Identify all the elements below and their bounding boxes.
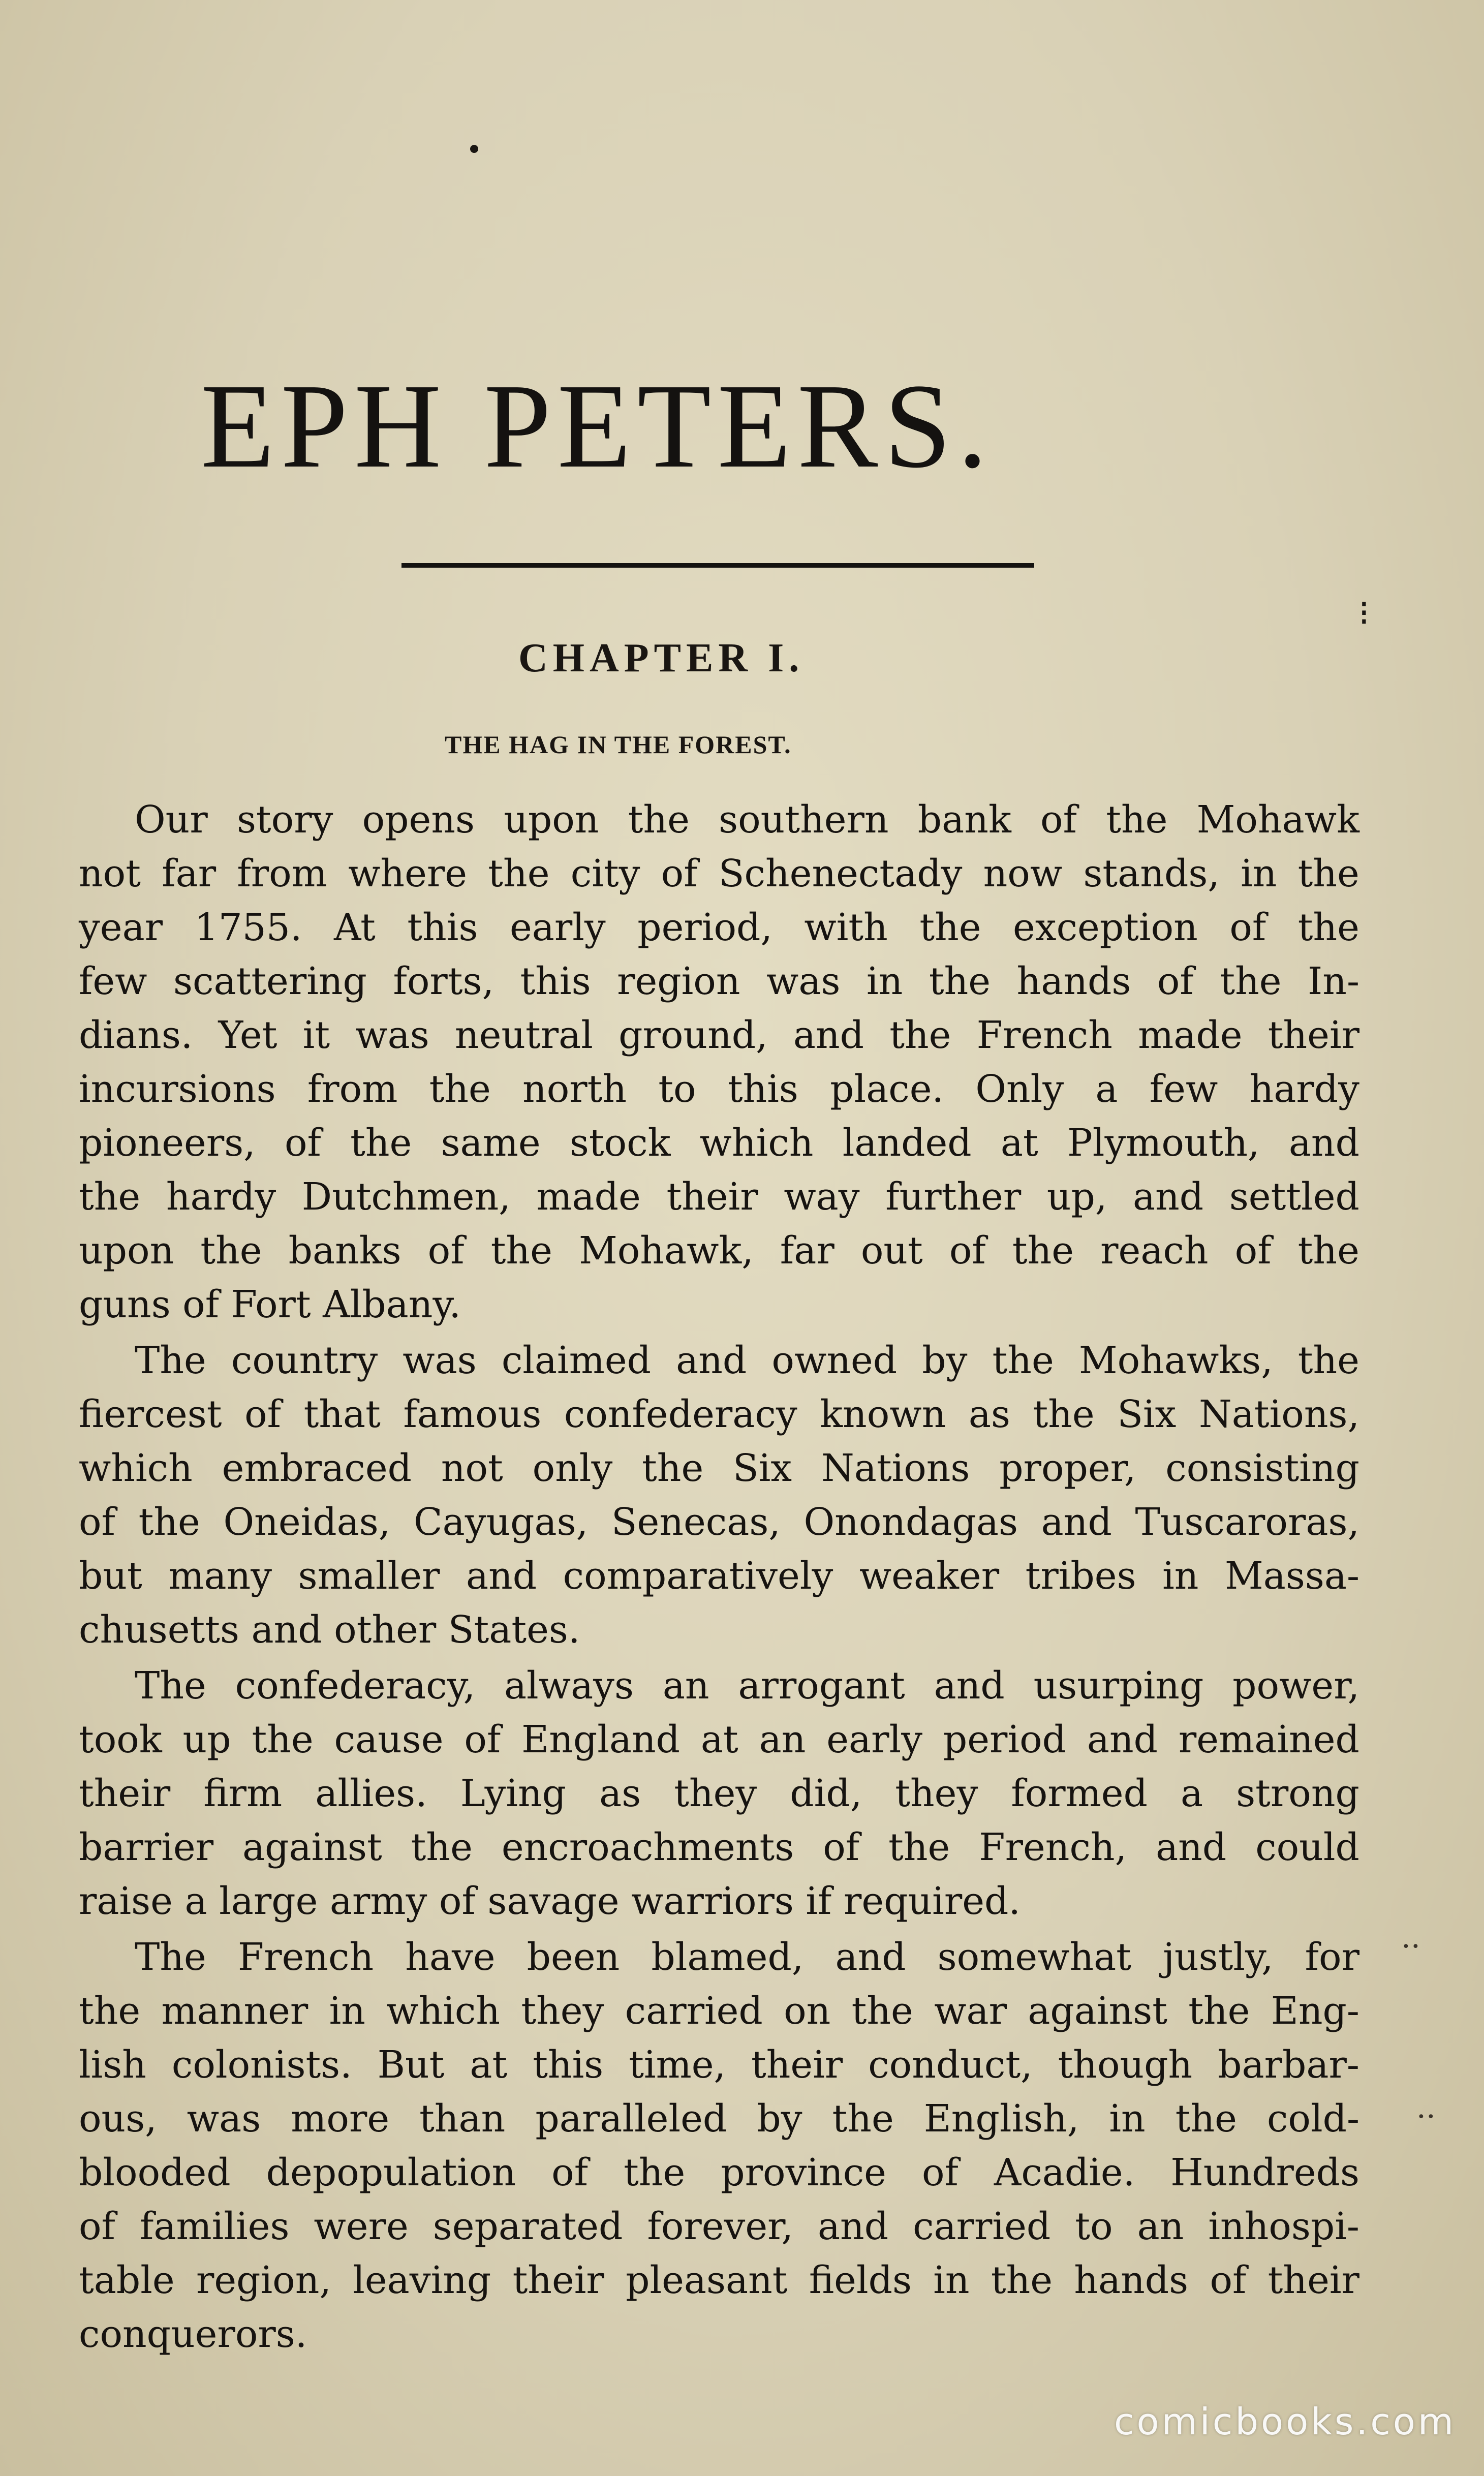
paragraph <box>79 793 1359 1332</box>
text-line: ous, was more than paralleled by the English, in the cold- <box>79 2097 1359 2141</box>
text-line: incursions from the north to this place. Only a few hardy <box>79 1067 1359 1111</box>
text-line: few scattering forts, this region was in the hands of the In- <box>79 960 1359 1003</box>
text-line: chusetts and other States. <box>79 1608 580 1652</box>
text-line: took up the cause of England at an early period and remained <box>79 1718 1359 1761</box>
text-line: Our story opens upon the southern bank of the Mohawk <box>135 798 1359 842</box>
text-line: the hardy Dutchmen, made their way further up, and settled <box>79 1175 1359 1219</box>
book-title: EPH PETERS. <box>201 359 994 493</box>
text-line: lish colonists. But at this time, their conduct, though barbar- <box>79 2043 1359 2087</box>
text-line: blooded depopulation of the province of Acadie. Hundreds <box>79 2151 1359 2194</box>
margin-mark: ·· <box>1401 1929 1420 1964</box>
text-line: their firm allies. Lying as they did, they formed a strong <box>79 1772 1359 1815</box>
text-line: The French have been blamed, and somewhat justly, for <box>135 1935 1359 1979</box>
text-line: pioneers, of the same stock which landed at Plymouth, and <box>79 1121 1359 1165</box>
text-line: of families were separated forever, and carried to an inhospi- <box>79 2205 1359 2248</box>
text-line: year 1755. At this early period, with the exception of the <box>79 906 1359 949</box>
body-text <box>79 793 1359 2363</box>
text-line: which embraced not only the Six Nations proper, consisting <box>79 1446 1359 1490</box>
chapter-subtitle: THE HAG IN THE FOREST. <box>445 730 792 759</box>
text-line: conquerors. <box>79 2312 307 2356</box>
text-line: not far from where the city of Schenectady now stands, in the <box>79 852 1359 895</box>
text-line: fiercest of that famous confederacy known as the Six Nations, <box>79 1392 1359 1436</box>
paragraph <box>79 1334 1359 1657</box>
title-rule <box>401 563 1034 568</box>
text-line: The country was claimed and owned by the Mohawks, the <box>135 1339 1359 1382</box>
text-line: but many smaller and comparatively weaker tribes in Massa- <box>79 1554 1359 1598</box>
text-line: table region, leaving their pleasant fields in the hands of their <box>79 2258 1359 2302</box>
margin-mark: ⁝ <box>1358 592 1370 634</box>
margin-mark: ·· <box>1416 2099 1436 2134</box>
watermark: comicbooks.com <box>1114 2400 1456 2443</box>
text-line: barrier against the encroachments of the French, and could <box>79 1825 1359 1869</box>
paragraph <box>79 1659 1359 1928</box>
text-line: guns of Fort Albany. <box>79 1283 461 1326</box>
text-line: upon the banks of the Mohawk, far out of the reach of the <box>79 1229 1359 1273</box>
text-line: of the Oneidas, Cayugas, Senecas, Onondagas and Tuscaroras, <box>79 1500 1359 1544</box>
paragraph <box>79 1930 1359 2361</box>
text-line: raise a large army of savage warriors if required. <box>79 1879 1021 1923</box>
text-line: the manner in which they carried on the war against the Eng- <box>79 1989 1359 2033</box>
chapter-heading: CHAPTER I. <box>518 636 805 680</box>
print-dot <box>470 145 478 153</box>
text-line: dians. Yet it was neutral ground, and the French made their <box>79 1013 1359 1057</box>
text-line: The confederacy, always an arrogant and usurping power, <box>135 1664 1359 1708</box>
